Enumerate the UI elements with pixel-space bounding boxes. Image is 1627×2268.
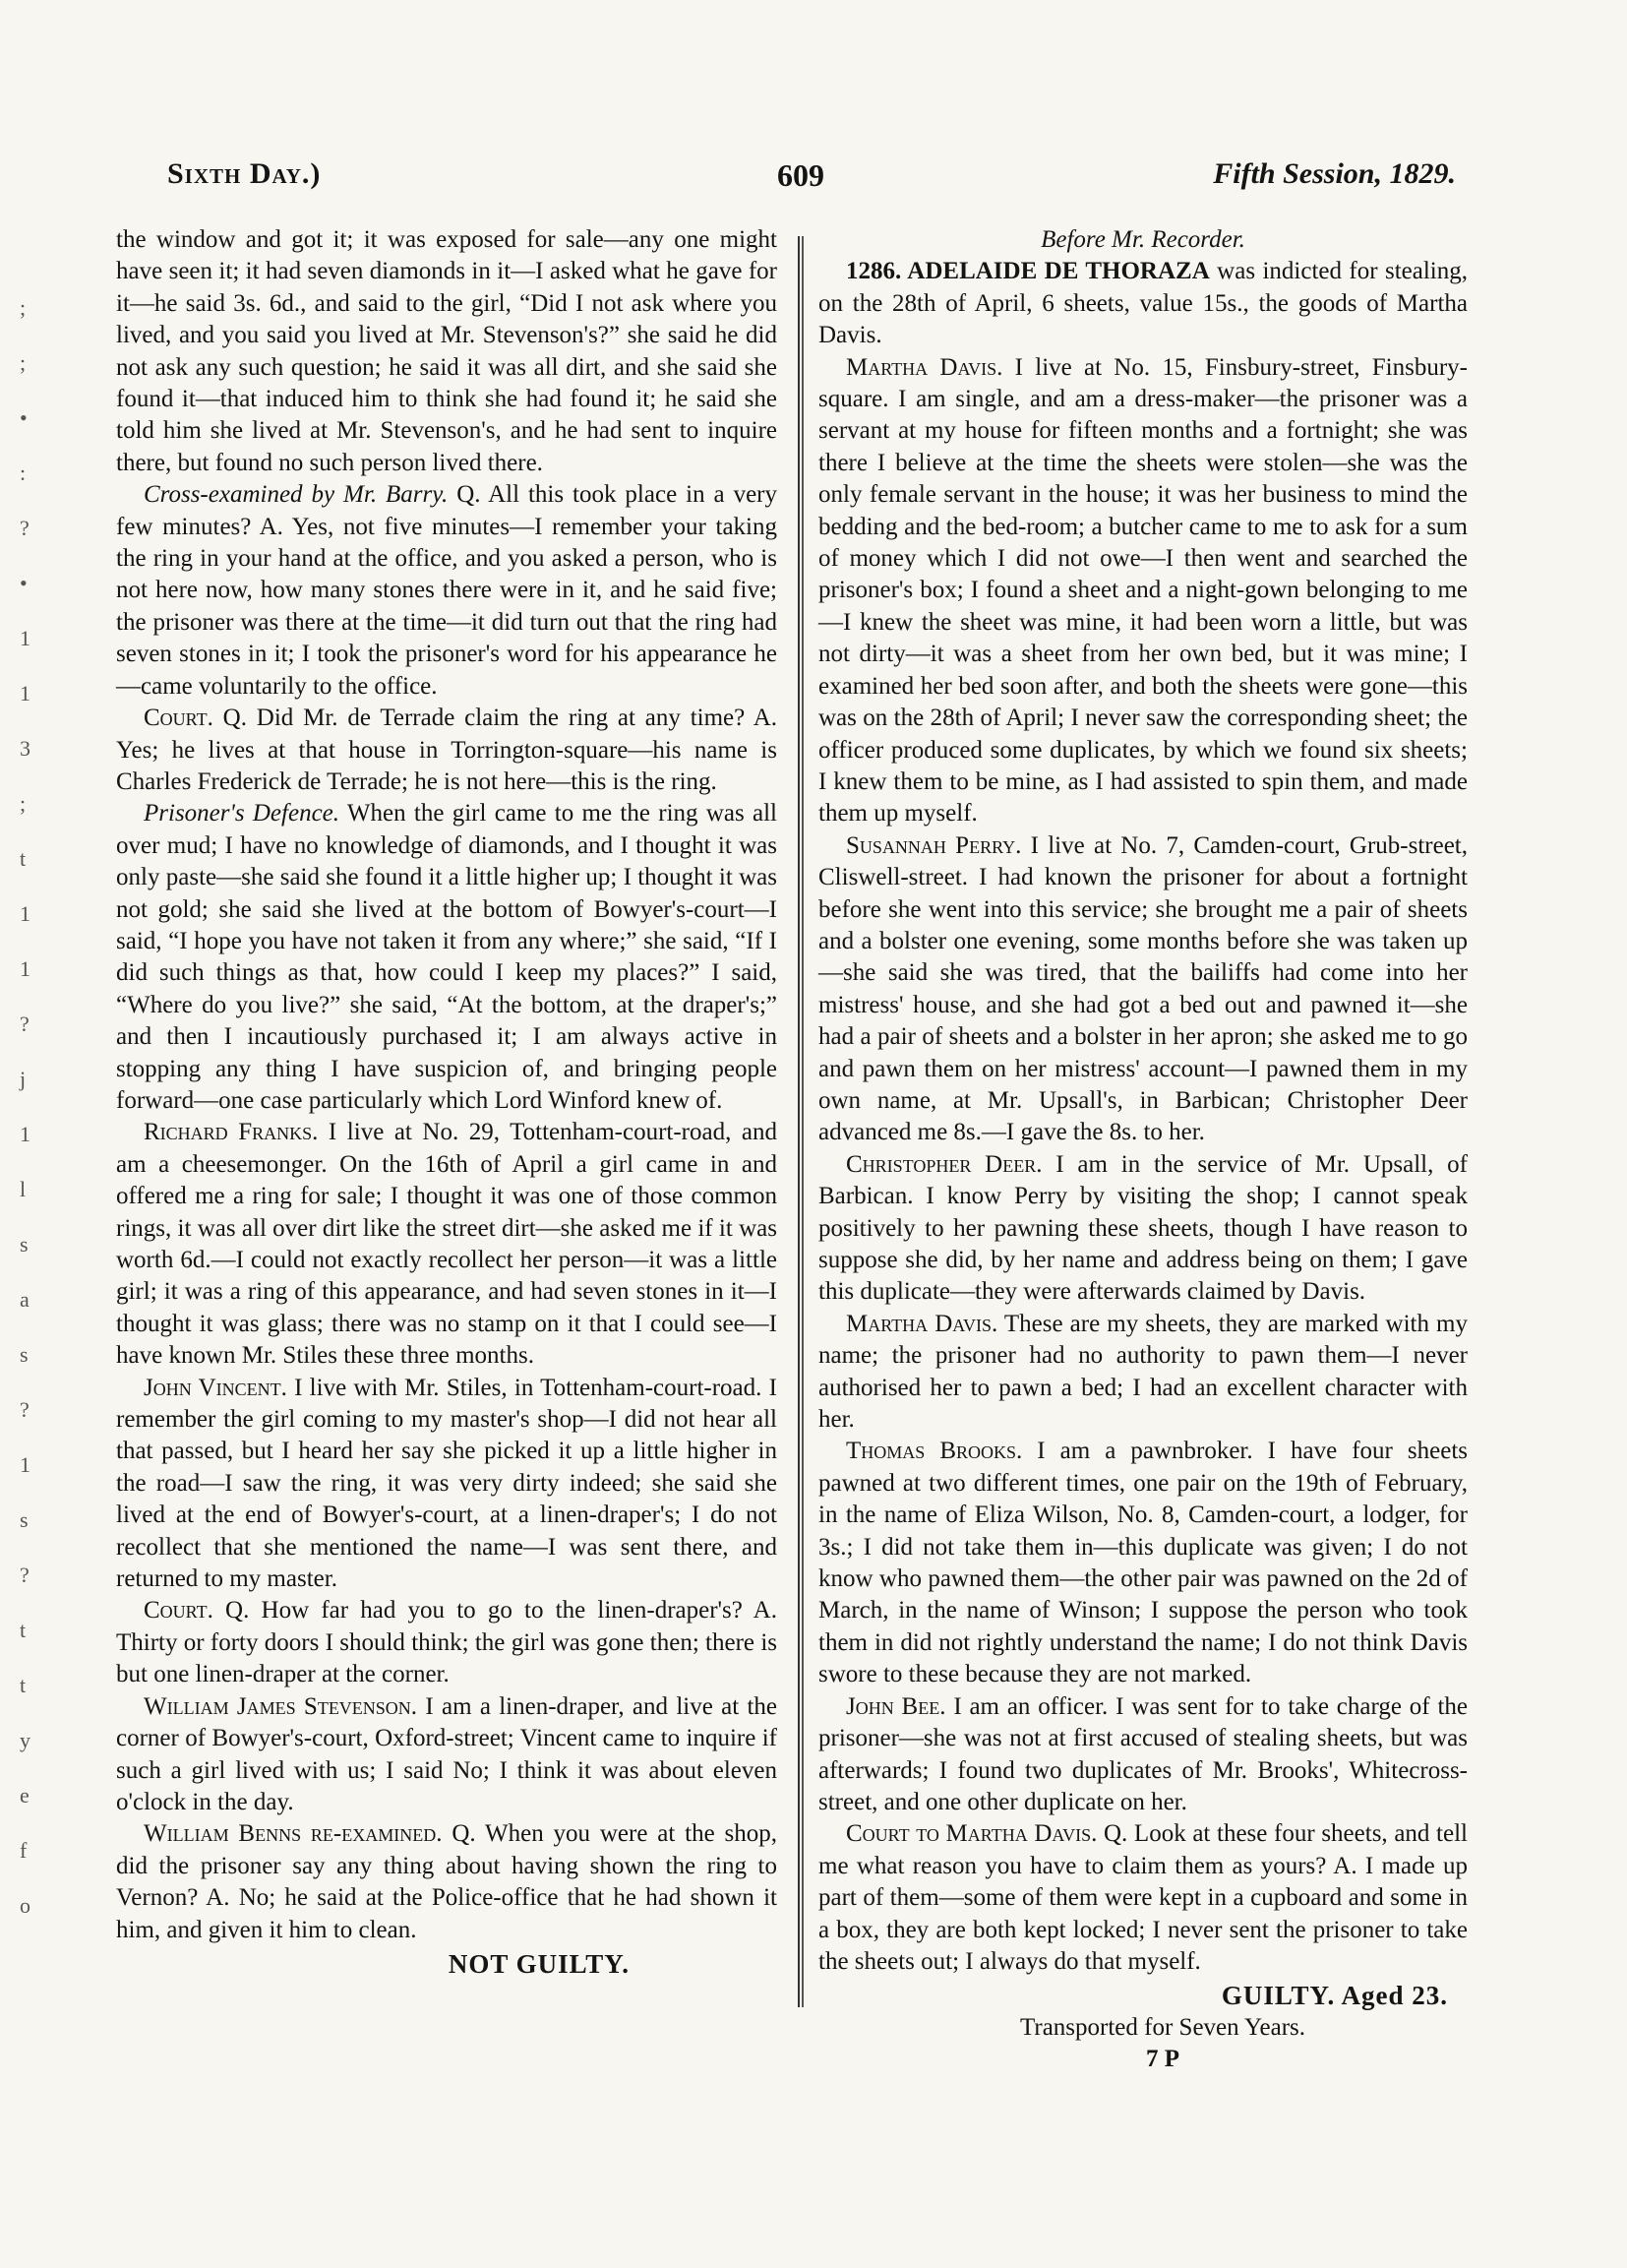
- margin-mark: ?: [20, 1011, 30, 1036]
- margin-mark: 3: [20, 736, 30, 761]
- margin-mark: l: [20, 1177, 27, 1201]
- margin-mark: ;: [20, 791, 27, 816]
- paragraph-text: was indicted for stealing, on the 28th of April, 6 sheets, value 15s., the goods of Martha Davis.: [818, 258, 1468, 349]
- page-header: [167, 157, 1456, 207]
- margin-mark: ?: [20, 1397, 30, 1422]
- speaker-lead: William Benns re-examined.: [144, 1820, 443, 1848]
- margin-mark: 1: [20, 1122, 30, 1146]
- margin-mark: •: [20, 571, 28, 595]
- left_column-paragraph: [116, 1595, 777, 1690]
- margin-mark: o: [20, 1893, 30, 1918]
- right_column-paragraph: [818, 256, 1468, 351]
- paragraph-text: I am an officer. I was sent for to take charge of the prisoner—she was not at first accused of stealing sheets, but was afterwards; I found two duplicates of Mr. Brooks', Whitecross-street, and one other duplicate on her.: [818, 1692, 1468, 1815]
- margin-mark: ;: [20, 295, 27, 320]
- sentence: Transported for Seven Years.: [1019, 2013, 1306, 2041]
- paragraph-text: I live at No. 29, Tottenham-court-road, and am a cheesemonger. On the 16th of April a girl came in and offered me a ring for sale; I thought it was one of those common rings, it was all over dirt like the street dirt—she asked me if it was worth 6d.—I could not exactly recollect her person—it was a little girl; it was a ring of this appearance, and had seven stones in it—I thought it was glass; there was no stamp on it that I could see—I have known Mr. Stiles these three months.: [116, 1119, 777, 1370]
- verdict-not-guilty: NOT GUILTY.: [448, 1948, 630, 1979]
- left_column-paragraph: [116, 1818, 777, 1946]
- left_column-paragraph: [116, 1117, 777, 1372]
- paragraph-text: These are my sheets, they are marked with my name; the prisoner had no authority to pawn them—I never authorised her to pawn a bed; I had an excellent character with her.: [818, 1310, 1469, 1434]
- signature-mark: 7 P: [1145, 2046, 1180, 2073]
- margin-mark: t: [20, 1618, 27, 1642]
- paragraph-text: I live at No. 7, Camden-court, Grub-street, Cliswell-street. I had known the prisoner for about a fortnight before she went into this service; she brought me a pair of sheets and a bolster one evening, some months before she was taken up—she said she was tired, that the bailiffs had come into her mistress' house, and she had got a bed out and pawned it—she had a pair of sheets and a bolster in her apron; she asked me to go and pawn them on her mistress' account—I pawned them in my own name, at Mr. Upsall's, in Barbican; Christopher Deer advanced me 8s.—I gave the 8s. to her.: [818, 831, 1469, 1146]
- margin-mark: f: [20, 1838, 28, 1863]
- margin-mark: j: [20, 1067, 27, 1091]
- margin-mark: 1: [20, 681, 30, 705]
- speaker-lead: Prisoner's Defence.: [144, 800, 340, 828]
- margin-mark: s: [20, 1232, 29, 1257]
- verdict-guilty: GUILTY. Aged 23.: [1221, 1981, 1448, 2011]
- margin-mark: a: [20, 1287, 30, 1312]
- speaker-lead: Richard Franks.: [144, 1119, 319, 1146]
- speaker-lead: John Bee.: [846, 1692, 946, 1720]
- paragraph-text: the window and got it; it was exposed for sale—any one might have seen it; it had seven diamonds in it—I asked what he gave for it—he said 3s. 6d., and said to the girl, “Did I not ask where you lived, and you said you lived at Mr. Stevenson's?” she said he did not ask any such question; he said it was all dirt, and she said she found it—that induced him to think she had found it; he said she told him she lived at Mr. Stevenson's, and he had sent to inquire there, but found no such person lived there.: [116, 226, 777, 476]
- margin-mark: ?: [20, 516, 30, 540]
- margin-mark: e: [20, 1783, 30, 1808]
- paragraph-text: I live with Mr. Stiles, in Tottenham-court-road. I remember the girl coming to my master's shop—I did not hear all that passed, but I heard her say she picked it up a little higher in the road—I saw the ring, it was very dirty indeed; she said she lived at the end of Bowyer's-court, at a linen-draper's; I do not recollect that she mentioned the name—I was sent there, and returned to my master.: [116, 1374, 777, 1593]
- paragraph-text: Q. Look at these four sheets, and tell me what reason you have to claim them as yours? A. I made up part of them—some of them were kept in a cupboard and some in a box, they are both kept locked; I never sent the prisoner to take the sheets out; I always do that myself.: [818, 1820, 1468, 1975]
- speaker-lead: 1286. ADELAIDE DE THORAZA: [846, 258, 1210, 285]
- speaker-lead: Court.: [144, 1597, 213, 1624]
- header-session: Fifth Session, 1829.: [1213, 157, 1456, 190]
- left_column-paragraph: [116, 479, 777, 703]
- margin-mark: 1: [20, 1452, 30, 1477]
- speaker-lead: Court.: [144, 705, 213, 732]
- speaker-lead: Susannah Perry.: [846, 831, 1022, 859]
- right-column: [818, 224, 1468, 2076]
- left-column: [116, 224, 777, 1980]
- right_column-paragraph: [818, 1436, 1468, 1690]
- right_column-paragraph: [818, 1691, 1468, 1819]
- left_column-paragraph: [116, 798, 777, 1117]
- paragraph-text: Q. All this took place in a very few minutes? A. Yes, not five minutes—I remember your taking the ring in your hand at the office, and you asked a person, who is not here now, how many stones there were in it, and he said five; the prisoner was there at the time—it did turn out that the ring had seven stones in it; I took the prisoner's word for his appearance he—came voluntarily to the office.: [116, 481, 777, 700]
- page-number: 609: [777, 157, 824, 193]
- right_column-paragraph: [818, 1149, 1468, 1309]
- paragraph-text: Q. When you were at the shop, did the prisoner say any thing about having shown the ring to Vernon? A. No; he said at the Police-office that he had shown it him, and given it him to clean.: [116, 1820, 777, 1943]
- speaker-lead: Thomas Brooks.: [846, 1438, 1023, 1465]
- right_column-paragraph: [818, 352, 1468, 830]
- speaker-lead: Cross-examined by Mr. Barry.: [144, 481, 449, 509]
- paragraph-text: Q. How far had you to go to the linen-draper's? A. Thirty or forty doors I should think; the girl was gone then; there is but one linen-draper at the corner.: [116, 1597, 777, 1688]
- paragraph-text: Q. Did Mr. de Terrade claim the ring at any time? A. Yes; he lives at that house in Torrington-square—his name is Charles Frederick de Terrade; he is not here—this is the ring.: [116, 705, 777, 795]
- left_column-paragraph: [116, 1691, 777, 1819]
- margin-mark: t: [20, 1673, 27, 1697]
- trial-heading: Before Mr. Recorder.: [1041, 226, 1245, 253]
- left_column-paragraph: [116, 703, 777, 798]
- margin-mark: 1: [20, 626, 30, 650]
- paragraph-text: I am in the service of Mr. Upsall, of Barbican. I know Perry by visiting the shop; I cannot speak positively to her pawning these sheets, though I have reason to suppose she did, by her name and address being on them; I gave this duplicate—they were afterwards claimed by Davis.: [818, 1150, 1468, 1306]
- paragraph-text: When the girl came to me the ring was all over mud; I have no knowledge of diamonds, and I thought it was only paste—she said she found it a little higher up; I thought it was not gold; she said she lived at the bottom of Bowyer's-court—I said, “I hope you have not taken it from any where;” she said, “If I did such things as that, how could I keep my places?” I said, “Where do you live?” she said, “At the bottom, at the draper's;” and then I incautiously purchased it; I am always active in stopping any thing I have suspicion of, and bringing people forward—one case particularly which Lord Winford knew of.: [116, 800, 778, 1114]
- margin-mark: •: [20, 405, 28, 430]
- right_column-paragraph: [818, 1818, 1468, 1978]
- margin-mark: 1: [20, 901, 30, 926]
- margin-mark: ;: [20, 350, 27, 375]
- margin-mark: :: [20, 460, 27, 485]
- header-day: Sixth Day.): [167, 157, 322, 190]
- speaker-lead: William James Stevenson.: [144, 1692, 418, 1720]
- margin-mark: y: [20, 1728, 30, 1752]
- margin-mark: ?: [20, 1563, 30, 1587]
- margin-mark: s: [20, 1342, 29, 1367]
- margin-mark: s: [20, 1507, 29, 1532]
- speaker-lead: John Vincent.: [144, 1374, 287, 1401]
- paragraph-text: I am a pawnbroker. I have four sheets pawned at two different times, one pair on the 19th of February, in the name of Eliza Wilson, No. 8, Camden-court, a lodger, for 3s.; I did not take them in—this duplicate was given; I do not know who pawned them—the other pair was pawned on the 2d of March, in the name of Winson; I suppose the person who took them in did not rightly understand the name; I do not think Davis swore to these because they are not marked.: [818, 1438, 1468, 1688]
- speaker-lead: Court to Martha Davis.: [846, 1820, 1098, 1848]
- left_column-paragraph: [116, 224, 777, 479]
- right_column-paragraph: [818, 830, 1468, 1149]
- column-divider: [798, 236, 800, 2007]
- margin-mark: 1: [20, 956, 30, 981]
- left_column-paragraph: [116, 1373, 777, 1596]
- speaker-lead: Martha Davis.: [846, 353, 1003, 381]
- margin-mark: t: [20, 846, 27, 871]
- paragraph-text: I am a linen-draper, and live at the corner of Bowyer's-court, Oxford-street; Vincent came to inquire if such a girl lived with us; I said No; I think it was about eleven o'clock in the day.: [116, 1692, 777, 1815]
- speaker-lead: Christopher Deer.: [846, 1150, 1043, 1178]
- speaker-lead: Martha Davis.: [846, 1310, 998, 1337]
- right_column-paragraph: [818, 1309, 1468, 1437]
- margin-bleed-through: [20, 295, 49, 2066]
- paragraph-text: I live at No. 15, Finsbury-street, Finsbury-square. I am single, and am a dress-maker—the prisoner was a servant at my house for fifteen months and a fortnight; she was there I believe at the time the sheets were stolen—she was the only female servant in the house; it was her business to mind the bedding and the bed-room; a butcher came to me to ask for a sum of money which I did not owe—I then went and searched the prisoner's box; I found a sheet and a night-gown belonging to me—I knew the sheet was mine, it had been worn a little, but was not dirty—it was a sheet from her own bed, but it was mine; I examined her bed soon after, and both the sheets were gone—this was on the 28th of April; I never saw the corresponding sheet; the officer produced some duplicates, by which we found six sheets; I knew them to be mine, as I had assisted to spin them, and made them up myself.: [818, 353, 1468, 828]
